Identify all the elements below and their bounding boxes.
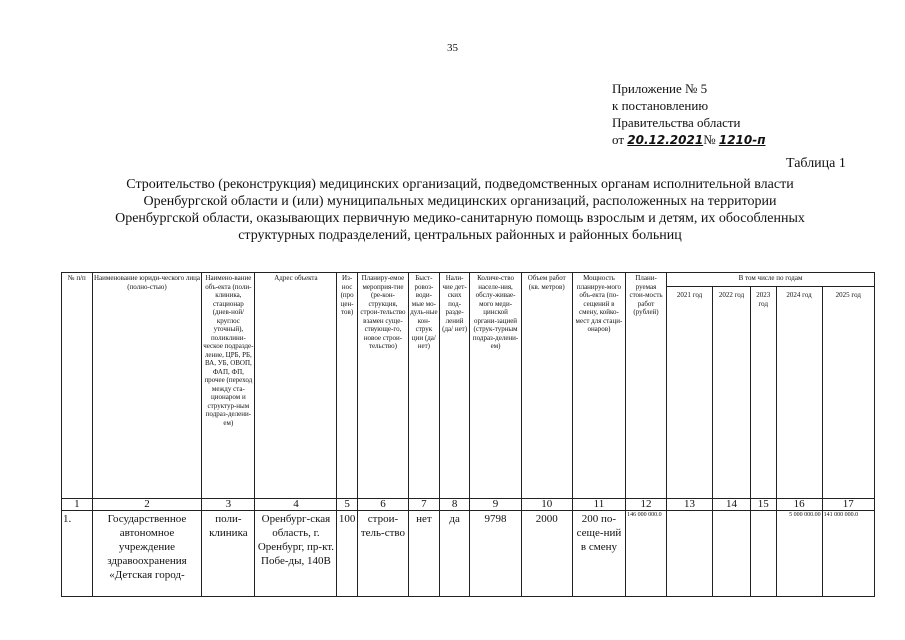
column-number: 1 xyxy=(62,499,93,511)
header-c11: Мощность планируе-мого объ-екта (по-сещений в смену, койко-мест для стаци-онаров) xyxy=(572,273,625,499)
cell-wear: 100 xyxy=(337,511,357,597)
appendix-line-3: Правительства области xyxy=(612,115,741,130)
column-number: 15 xyxy=(750,499,776,511)
header-c10: Объем работ (кв. метров) xyxy=(521,273,572,499)
cell-volume: 2000 xyxy=(521,511,572,597)
cell-address: Оренбург-ская область, г. Оренбург, пр-кт. Побе-ды, 140В xyxy=(255,511,337,597)
header-c4: Адрес объекта xyxy=(255,273,337,499)
cell-object: поли-клиника xyxy=(202,511,255,597)
cell-2023 xyxy=(750,511,776,597)
column-number: 7 xyxy=(409,499,440,511)
appendix-line-1: Приложение № 5 xyxy=(612,81,708,96)
cell-entity: Государственное автономное учреждение здравоохранения «Детская город- xyxy=(92,511,202,597)
header-c5: Из-нос (про цен-тов) xyxy=(337,273,357,499)
header-c3: Наимено-вание объ-екта (поли-клиника, стационар (днев-ной/круглос уточный), поликлини-ческое подразде-ление, ЦРБ, РБ, ВА, УБ, ОВОП, ФАП, ФП, прочее (переход между ста-ционаром и структур-ным подраз-делени-ем) xyxy=(202,273,255,499)
header-c1: № п/п xyxy=(62,273,93,499)
table-label: Таблица 1 xyxy=(786,156,846,171)
appendix-date: 20.12.2021 xyxy=(627,133,704,147)
appendix-number: 1210-п xyxy=(718,133,766,147)
appendix-block xyxy=(612,80,766,149)
header-c9: Количе-ство населе-ния, обслу-живае-мого меди-цинской органи-зацией (струк-турным подраз-делени-ем) xyxy=(470,273,521,499)
appendix-number-sign: № xyxy=(703,132,716,147)
cell-children: да xyxy=(439,511,470,597)
header-c8: Нали-чие дет-ских под-разде-лений (да/ нет) xyxy=(439,273,470,499)
column-number: 5 xyxy=(337,499,357,511)
column-number: 13 xyxy=(667,499,713,511)
table-row xyxy=(62,511,875,597)
cell-modular: нет xyxy=(409,511,440,597)
column-number: 17 xyxy=(822,499,874,511)
cell-2021 xyxy=(667,511,713,597)
column-number: 11 xyxy=(572,499,625,511)
appendix-line-4 xyxy=(612,131,766,149)
cell-2024: 5 000 000.00 xyxy=(776,511,822,597)
cell-population: 9798 xyxy=(470,511,521,597)
column-number: 8 xyxy=(439,499,470,511)
column-number: 16 xyxy=(776,499,822,511)
document-title: Строительство (реконструкция) медицинских организаций, подведомственных органам исполнительной власти Оренбургской области и (или) муниципальных медицинских организаций, расположенных на территории Оренбургской области, оказывающих первичную медико-санитарную помощь взрослым и детям, их обособленных структурных подразделений, центральных районных и районных больниц xyxy=(115,177,805,243)
column-number: 3 xyxy=(202,499,255,511)
column-number: 2 xyxy=(92,499,202,511)
column-number: 6 xyxy=(357,499,408,511)
header-c7: Быст-ровоз-води-мые мо-дуль-ные кон-струк ции (да/ нет) xyxy=(409,273,440,499)
header-year-2022: 2022 год xyxy=(713,287,751,499)
column-number-row xyxy=(62,499,875,511)
column-number: 4 xyxy=(255,499,337,511)
header-c2: Наименование юриди-ческого лица (полно-стью) xyxy=(92,273,202,499)
header-row xyxy=(62,273,875,287)
column-number: 10 xyxy=(521,499,572,511)
column-number: 12 xyxy=(626,499,667,511)
appendix-from: от xyxy=(612,132,625,147)
construction-table xyxy=(61,272,875,597)
column-number: 14 xyxy=(713,499,751,511)
cell-2022 xyxy=(713,511,751,597)
page-number: 35 xyxy=(447,42,458,54)
header-years-group: В том числе по годам xyxy=(667,273,875,287)
cell-num: 1. xyxy=(62,511,93,597)
cell-2025: 141 000 000.0 xyxy=(822,511,874,597)
header-c6: Планиру-емое мероприя-тие (ре-кон-струкция, строи-тельство взамен суще-ствующе-го, новое строи-тельство) xyxy=(357,273,408,499)
cell-cost: 146 000 000.0 xyxy=(626,511,667,597)
header-c12: Плани-руемая стои-мость работ (рублей) xyxy=(626,273,667,499)
cell-measure: строи-тель-ство xyxy=(357,511,408,597)
header-year-2021: 2021 год xyxy=(667,287,713,499)
header-year-2023: 2023 год xyxy=(750,287,776,499)
appendix-line-2: к постановлению xyxy=(612,98,709,113)
cell-capacity: 200 по-сеще-ний в смену xyxy=(572,511,625,597)
column-number: 9 xyxy=(470,499,521,511)
header-year-2025: 2025 год xyxy=(822,287,874,499)
header-year-2024: 2024 год xyxy=(776,287,822,499)
